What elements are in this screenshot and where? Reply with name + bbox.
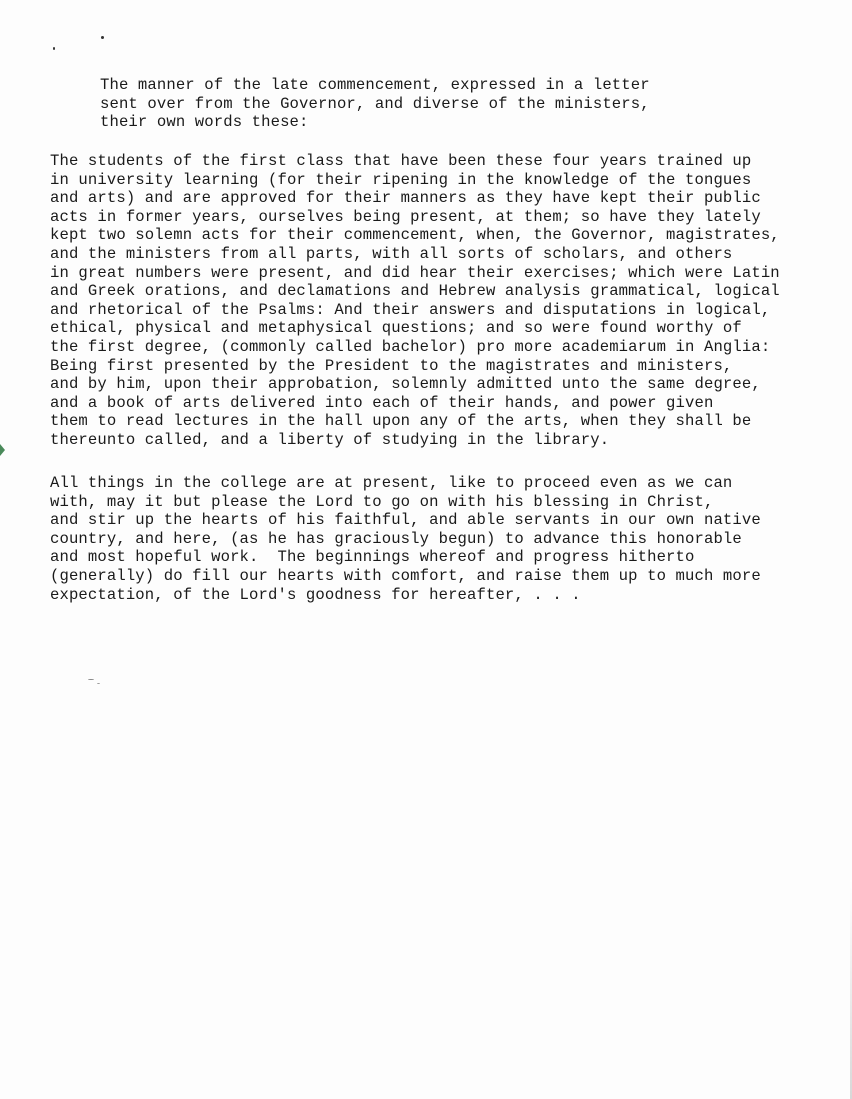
text-line: in university learning (for their ripening in the knowledge of the tongues xyxy=(50,170,752,189)
text-line: The students of the first class that have been these four years trained up xyxy=(50,152,752,170)
text-line: and arts) and are approved for their manners as they have kept their public xyxy=(50,189,761,208)
text-line: and the ministers from all parts, with all sorts of scholars, and others xyxy=(50,244,733,263)
ink-speck xyxy=(97,683,100,684)
margin-mark xyxy=(0,444,5,456)
text-line: expectation, of the Lord's goodness for hereafter, . . . xyxy=(50,585,581,604)
text-line: with, may it but please the Lord to go on with his blessing in Christ, xyxy=(50,492,714,511)
text-line: them to read lectures in the hall upon any of the arts, when they shall be xyxy=(50,412,752,431)
ink-speck xyxy=(101,36,104,39)
text-line: acts in former years, ourselves being present, at them; so have they lately xyxy=(50,207,761,226)
text-line: All things in the college are at present, like to proceed even as we can xyxy=(50,474,733,492)
ink-speck xyxy=(88,679,94,680)
text-line: and Greek orations, and declamations and Hebrew analysis grammatical, logical xyxy=(50,282,780,301)
intro-line: sent over from the Governor, and diverse of the ministers, xyxy=(100,94,650,113)
ink-speck xyxy=(53,47,55,50)
text-line: ethical, physical and metaphysical questions; and so were found worthy of xyxy=(50,319,742,338)
intro-line: The manner of the late commencement, expressed in a letter xyxy=(100,76,650,94)
text-line: and most hopeful work. The beginnings whereof and progress hitherto xyxy=(50,548,695,567)
text-line: in great numbers were present, and did hear their exercises; which were Latin xyxy=(50,263,780,282)
text-line: and by him, upon their approbation, solemnly admitted unto the same degree, xyxy=(50,375,761,394)
text-line: the first degree, (commonly called bachelor) pro more academiarum in Anglia: xyxy=(50,337,771,356)
text-line: Being first presented by the President to the magistrates and ministers, xyxy=(50,356,733,375)
intro-block xyxy=(100,76,800,132)
paragraph-commencement xyxy=(50,152,840,450)
text-line: (generally) do fill our hearts with comfort, and raise them up to much more xyxy=(50,566,761,585)
text-line: country, and here, (as he has graciously begun) to advance this honorable xyxy=(50,529,742,548)
text-line: kept two solemn acts for their commencement, when, the Governor, magistrates, xyxy=(50,226,780,245)
paragraph-college xyxy=(50,474,840,604)
text-line: thereunto called, and a liberty of studying in the library. xyxy=(50,430,610,449)
intro-line: their own words these: xyxy=(100,113,309,132)
text-line: and stir up the hearts of his faithful, and able servants in our own native xyxy=(50,511,761,530)
text-line: and a book of arts delivered into each of their hands, and power given xyxy=(50,393,714,412)
text-line: and rhetorical of the Psalms: And their answers and disputations in logical, xyxy=(50,300,771,319)
